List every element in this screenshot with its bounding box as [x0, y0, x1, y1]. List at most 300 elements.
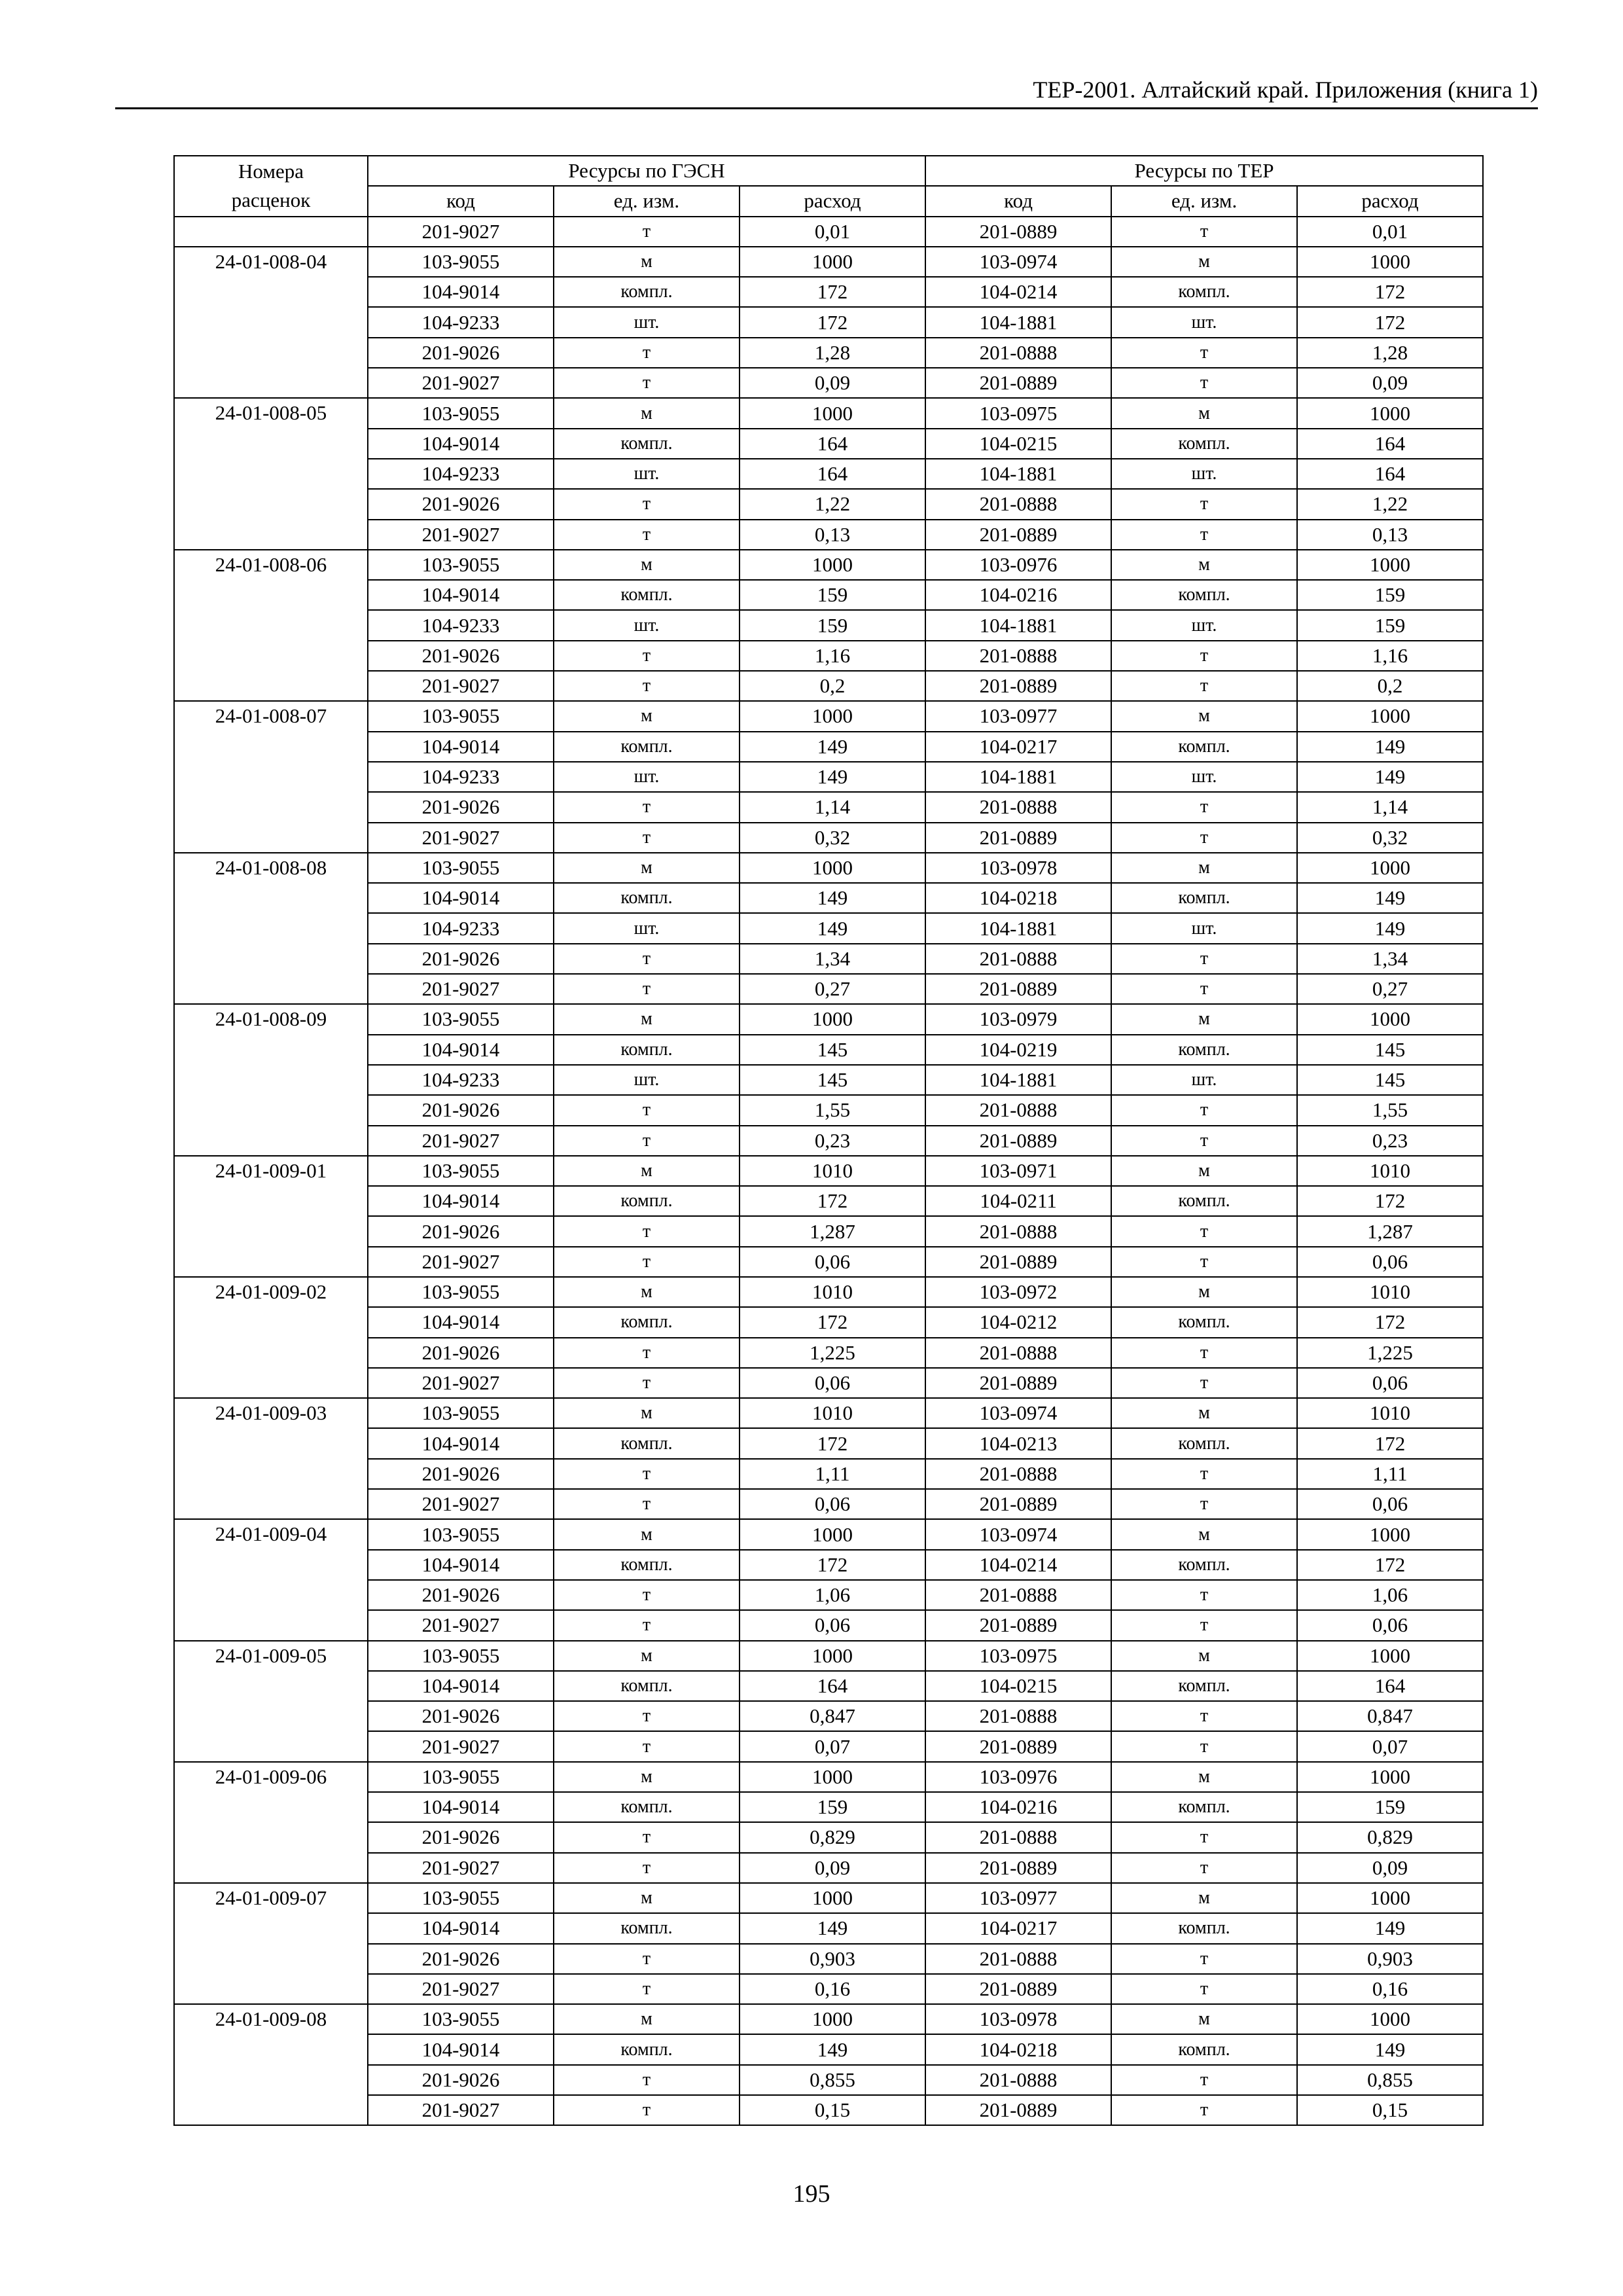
- gesn-amount-cell: 0,07: [740, 1731, 925, 1761]
- table-row: [174, 2004, 1483, 2034]
- ter-code-cell: 201-0889: [925, 823, 1111, 853]
- gesn-unit-cell: компл.: [554, 732, 740, 762]
- rate-number-cell: [174, 580, 368, 610]
- rate-number-cell: [174, 1792, 368, 1822]
- gesn-unit-cell: т: [554, 1944, 740, 1974]
- ter-code-cell: 104-0215: [925, 1671, 1111, 1701]
- table-row: [174, 1126, 1483, 1156]
- rate-number-cell: [174, 1822, 368, 1852]
- rate-number-cell: [174, 2034, 368, 2064]
- gesn-code-cell: 201-9026: [368, 1338, 554, 1368]
- gesn-unit-cell: компл.: [554, 1550, 740, 1580]
- table-row: [174, 459, 1483, 489]
- table-row: [174, 1762, 1483, 1792]
- rate-number-cell: [174, 610, 368, 640]
- gesn-code-cell: 201-9027: [368, 1126, 554, 1156]
- table-row: [174, 1368, 1483, 1398]
- rate-number-cell: [174, 277, 368, 307]
- gesn-code-cell: 104-9233: [368, 762, 554, 792]
- table-row: [174, 1883, 1483, 1913]
- ter-amount-cell: 145: [1297, 1065, 1483, 1095]
- ter-unit-cell: м: [1111, 701, 1297, 731]
- gesn-amount-cell: 0,32: [740, 823, 925, 853]
- table-row: [174, 307, 1483, 337]
- rate-number-cell: [174, 1580, 368, 1610]
- header-ter-unit: ед. изм.: [1111, 186, 1297, 216]
- gesn-unit-cell: компл.: [554, 2034, 740, 2064]
- gesn-amount-cell: 1000: [740, 1883, 925, 1913]
- ter-code-cell: 104-0212: [925, 1307, 1111, 1337]
- table-row: [174, 701, 1483, 731]
- ter-code-cell: 201-0889: [925, 368, 1111, 398]
- gesn-unit-cell: т: [554, 1731, 740, 1761]
- table-row: [174, 1277, 1483, 1307]
- ter-amount-cell: 1,28: [1297, 338, 1483, 368]
- gesn-code-cell: 104-9014: [368, 1307, 554, 1337]
- ter-code-cell: 104-1881: [925, 307, 1111, 337]
- gesn-amount-cell: 1,55: [740, 1095, 925, 1125]
- ter-amount-cell: 1,225: [1297, 1338, 1483, 1368]
- gesn-code-cell: 201-9026: [368, 1095, 554, 1125]
- ter-unit-cell: т: [1111, 1338, 1297, 1368]
- gesn-unit-cell: т: [554, 1822, 740, 1852]
- gesn-amount-cell: 149: [740, 913, 925, 943]
- ter-amount-cell: 145: [1297, 1035, 1483, 1065]
- rate-number-cell: [174, 1216, 368, 1246]
- gesn-unit-cell: т: [554, 489, 740, 519]
- rate-number-cell: [174, 823, 368, 853]
- ter-code-cell: 103-0972: [925, 1277, 1111, 1307]
- ter-unit-cell: т: [1111, 1095, 1297, 1125]
- ter-code-cell: 103-0976: [925, 550, 1111, 580]
- ter-code-cell: 104-1881: [925, 762, 1111, 792]
- rate-number-cell: [174, 1307, 368, 1337]
- header-gesn-amount: расход: [740, 186, 925, 216]
- gesn-amount-cell: 164: [740, 459, 925, 489]
- table-row: [174, 762, 1483, 792]
- gesn-code-cell: 103-9055: [368, 1762, 554, 1792]
- ter-unit-cell: т: [1111, 1247, 1297, 1277]
- ter-unit-cell: т: [1111, 1126, 1297, 1156]
- gesn-amount-cell: 1,14: [740, 792, 925, 822]
- table-row: [174, 1035, 1483, 1065]
- ter-amount-cell: 1000: [1297, 2004, 1483, 2034]
- gesn-amount-cell: 0,15: [740, 2095, 925, 2125]
- ter-amount-cell: 1,287: [1297, 1216, 1483, 1246]
- gesn-unit-cell: компл.: [554, 277, 740, 307]
- ter-unit-cell: т: [1111, 338, 1297, 368]
- gesn-code-cell: 104-9233: [368, 307, 554, 337]
- gesn-amount-cell: 1,287: [740, 1216, 925, 1246]
- gesn-amount-cell: 172: [740, 1186, 925, 1216]
- ter-amount-cell: 0,903: [1297, 1944, 1483, 1974]
- rate-number-cell: [174, 217, 368, 247]
- ter-amount-cell: 172: [1297, 1550, 1483, 1580]
- ter-unit-cell: компл.: [1111, 732, 1297, 762]
- ter-amount-cell: 1000: [1297, 1762, 1483, 1792]
- ter-amount-cell: 1000: [1297, 1883, 1483, 1913]
- gesn-amount-cell: 1,11: [740, 1459, 925, 1489]
- table-row: [174, 883, 1483, 913]
- ter-code-cell: 103-0977: [925, 1883, 1111, 1913]
- rate-number-cell: [174, 520, 368, 550]
- rate-number-cell: [174, 1338, 368, 1368]
- ter-unit-cell: т: [1111, 368, 1297, 398]
- ter-unit-cell: компл.: [1111, 1035, 1297, 1065]
- ter-unit-cell: т: [1111, 823, 1297, 853]
- rate-number-cell: [174, 913, 368, 943]
- ter-code-cell: 103-0977: [925, 701, 1111, 731]
- ter-unit-cell: м: [1111, 1641, 1297, 1671]
- ter-unit-cell: компл.: [1111, 2034, 1297, 2064]
- table-row: [174, 1247, 1483, 1277]
- rate-number-cell: [174, 1126, 368, 1156]
- gesn-code-cell: 104-9014: [368, 1428, 554, 1458]
- gesn-code-cell: 201-9027: [368, 520, 554, 550]
- ter-code-cell: 103-0971: [925, 1156, 1111, 1186]
- ter-unit-cell: т: [1111, 1974, 1297, 2004]
- table-row: [174, 520, 1483, 550]
- gesn-unit-cell: т: [554, 1853, 740, 1883]
- gesn-amount-cell: 1000: [740, 247, 925, 277]
- rate-number-cell: 24-01-009-02: [174, 1277, 368, 1307]
- ter-code-cell: 201-0888: [925, 1701, 1111, 1731]
- rate-number-cell: 24-01-009-03: [174, 1398, 368, 1428]
- gesn-code-cell: 201-9026: [368, 2065, 554, 2095]
- rate-number-cell: [174, 1701, 368, 1731]
- ter-amount-cell: 0,23: [1297, 1126, 1483, 1156]
- gesn-unit-cell: т: [554, 671, 740, 701]
- gesn-unit-cell: м: [554, 1398, 740, 1428]
- ter-amount-cell: 1000: [1297, 398, 1483, 428]
- gesn-unit-cell: т: [554, 1338, 740, 1368]
- table-row: [174, 338, 1483, 368]
- gesn-amount-cell: 149: [740, 732, 925, 762]
- gesn-amount-cell: 0,847: [740, 1701, 925, 1731]
- gesn-code-cell: 201-9026: [368, 1459, 554, 1489]
- gesn-code-cell: 201-9026: [368, 1216, 554, 1246]
- table-row: [174, 1186, 1483, 1216]
- rate-number-cell: [174, 1974, 368, 2004]
- ter-amount-cell: 0,06: [1297, 1610, 1483, 1640]
- ter-code-cell: 201-0888: [925, 1338, 1111, 1368]
- gesn-unit-cell: м: [554, 2004, 740, 2034]
- rate-number-cell: [174, 1459, 368, 1489]
- gesn-unit-cell: м: [554, 1156, 740, 1186]
- ter-amount-cell: 1000: [1297, 853, 1483, 883]
- ter-code-cell: 103-0975: [925, 398, 1111, 428]
- table-row: [174, 580, 1483, 610]
- ter-amount-cell: 164: [1297, 459, 1483, 489]
- table-row: [174, 974, 1483, 1004]
- gesn-amount-cell: 1000: [740, 701, 925, 731]
- gesn-unit-cell: шт.: [554, 459, 740, 489]
- table-row: [174, 2065, 1483, 2095]
- ter-amount-cell: 172: [1297, 307, 1483, 337]
- ter-code-cell: 104-0217: [925, 732, 1111, 762]
- ter-code-cell: 201-0889: [925, 671, 1111, 701]
- table-row: [174, 1550, 1483, 1580]
- table-row: [174, 1671, 1483, 1701]
- ter-unit-cell: компл.: [1111, 1550, 1297, 1580]
- ter-unit-cell: м: [1111, 1156, 1297, 1186]
- gesn-amount-cell: 0,2: [740, 671, 925, 701]
- table-row: [174, 368, 1483, 398]
- gesn-amount-cell: 1000: [740, 550, 925, 580]
- table-row: [174, 1701, 1483, 1731]
- gesn-unit-cell: т: [554, 1368, 740, 1398]
- ter-code-cell: 201-0889: [925, 1853, 1111, 1883]
- gesn-code-cell: 201-9027: [368, 1853, 554, 1883]
- gesn-unit-cell: м: [554, 701, 740, 731]
- gesn-unit-cell: т: [554, 641, 740, 671]
- ter-amount-cell: 0,829: [1297, 1822, 1483, 1852]
- gesn-amount-cell: 0,829: [740, 1822, 925, 1852]
- gesn-code-cell: 104-9014: [368, 429, 554, 459]
- ter-code-cell: 201-0889: [925, 520, 1111, 550]
- gesn-unit-cell: м: [554, 1277, 740, 1307]
- ter-unit-cell: компл.: [1111, 1792, 1297, 1822]
- rate-number-cell: [174, 1853, 368, 1883]
- rate-number-cell: [174, 1368, 368, 1398]
- rate-number-cell: [174, 1035, 368, 1065]
- ter-code-cell: 201-0888: [925, 338, 1111, 368]
- ter-amount-cell: 149: [1297, 2034, 1483, 2064]
- ter-amount-cell: 0,32: [1297, 823, 1483, 853]
- table-body: [174, 217, 1483, 2126]
- gesn-amount-cell: 1010: [740, 1398, 925, 1428]
- gesn-amount-cell: 0,27: [740, 974, 925, 1004]
- gesn-unit-cell: шт.: [554, 610, 740, 640]
- gesn-unit-cell: т: [554, 1610, 740, 1640]
- gesn-code-cell: 104-9014: [368, 2034, 554, 2064]
- gesn-code-cell: 104-9014: [368, 1792, 554, 1822]
- ter-amount-cell: 0,06: [1297, 1368, 1483, 1398]
- gesn-unit-cell: т: [554, 2095, 740, 2125]
- gesn-unit-cell: т: [554, 368, 740, 398]
- gesn-amount-cell: 0,13: [740, 520, 925, 550]
- gesn-code-cell: 201-9027: [368, 2095, 554, 2125]
- gesn-unit-cell: т: [554, 338, 740, 368]
- ter-code-cell: 201-0889: [925, 974, 1111, 1004]
- ter-unit-cell: т: [1111, 1610, 1297, 1640]
- gesn-code-cell: 104-9233: [368, 610, 554, 640]
- gesn-unit-cell: компл.: [554, 429, 740, 459]
- table-row: [174, 489, 1483, 519]
- ter-unit-cell: компл.: [1111, 1913, 1297, 1943]
- table-row: [174, 247, 1483, 277]
- ter-code-cell: 103-0979: [925, 1004, 1111, 1034]
- gesn-code-cell: 201-9027: [368, 368, 554, 398]
- gesn-code-cell: 103-9055: [368, 247, 554, 277]
- ter-amount-cell: 1,34: [1297, 944, 1483, 974]
- gesn-code-cell: 201-9026: [368, 792, 554, 822]
- gesn-code-cell: 201-9027: [368, 1368, 554, 1398]
- ter-code-cell: 201-0888: [925, 2065, 1111, 2095]
- ter-code-cell: 201-0889: [925, 1731, 1111, 1761]
- gesn-amount-cell: 159: [740, 580, 925, 610]
- ter-code-cell: 201-0888: [925, 641, 1111, 671]
- ter-unit-cell: м: [1111, 1398, 1297, 1428]
- gesn-code-cell: 103-9055: [368, 1519, 554, 1549]
- gesn-unit-cell: компл.: [554, 1913, 740, 1943]
- gesn-unit-cell: м: [554, 1004, 740, 1034]
- header-gesn-code: код: [368, 186, 554, 216]
- gesn-amount-cell: 1,16: [740, 641, 925, 671]
- gesn-unit-cell: компл.: [554, 1792, 740, 1822]
- rate-number-cell: 24-01-008-04: [174, 247, 368, 277]
- gesn-code-cell: 201-9026: [368, 1822, 554, 1852]
- header-ter-group: Ресурсы по ТЕР: [925, 156, 1483, 186]
- gesn-amount-cell: 1010: [740, 1277, 925, 1307]
- ter-unit-cell: компл.: [1111, 883, 1297, 913]
- table-row: [174, 1216, 1483, 1246]
- gesn-code-cell: 103-9055: [368, 1277, 554, 1307]
- gesn-unit-cell: шт.: [554, 1065, 740, 1095]
- page-header: [115, 71, 1538, 109]
- ter-code-cell: 201-0889: [925, 2095, 1111, 2125]
- table-row: [174, 429, 1483, 459]
- table-row: [174, 823, 1483, 853]
- ter-unit-cell: т: [1111, 1822, 1297, 1852]
- gesn-code-cell: 104-9014: [368, 732, 554, 762]
- ter-code-cell: 201-0888: [925, 944, 1111, 974]
- ter-amount-cell: 172: [1297, 1307, 1483, 1337]
- ter-code-cell: 201-0888: [925, 1580, 1111, 1610]
- gesn-code-cell: 104-9014: [368, 1550, 554, 1580]
- gesn-code-cell: 104-9233: [368, 913, 554, 943]
- ter-amount-cell: 149: [1297, 883, 1483, 913]
- gesn-amount-cell: 145: [740, 1065, 925, 1095]
- table-row: [174, 550, 1483, 580]
- ter-code-cell: 103-0974: [925, 247, 1111, 277]
- gesn-amount-cell: 1000: [740, 1641, 925, 1671]
- ter-code-cell: 201-0888: [925, 1822, 1111, 1852]
- ter-unit-cell: компл.: [1111, 429, 1297, 459]
- ter-amount-cell: 0,855: [1297, 2065, 1483, 2095]
- table-row: [174, 1580, 1483, 1610]
- rate-number-cell: [174, 338, 368, 368]
- gesn-code-cell: 104-9233: [368, 1065, 554, 1095]
- ter-code-cell: 104-0215: [925, 429, 1111, 459]
- table-row: [174, 732, 1483, 762]
- table-row: [174, 1822, 1483, 1852]
- ter-amount-cell: 0,01: [1297, 217, 1483, 247]
- ter-amount-cell: 1,11: [1297, 1459, 1483, 1489]
- ter-unit-cell: компл.: [1111, 1671, 1297, 1701]
- gesn-amount-cell: 0,06: [740, 1610, 925, 1640]
- ter-unit-cell: т: [1111, 792, 1297, 822]
- gesn-unit-cell: шт.: [554, 762, 740, 792]
- table-row: [174, 1519, 1483, 1549]
- header-ter-amount: расход: [1297, 186, 1483, 216]
- gesn-unit-cell: т: [554, 2065, 740, 2095]
- rate-number-cell: 24-01-009-07: [174, 1883, 368, 1913]
- table-row: [174, 277, 1483, 307]
- ter-amount-cell: 0,847: [1297, 1701, 1483, 1731]
- gesn-amount-cell: 1,28: [740, 338, 925, 368]
- ter-amount-cell: 149: [1297, 1913, 1483, 1943]
- gesn-unit-cell: т: [554, 1489, 740, 1519]
- ter-unit-cell: т: [1111, 1368, 1297, 1398]
- gesn-amount-cell: 149: [740, 2034, 925, 2064]
- gesn-unit-cell: м: [554, 1883, 740, 1913]
- table-row: [174, 671, 1483, 701]
- rate-number-cell: [174, 883, 368, 913]
- ter-unit-cell: компл.: [1111, 1428, 1297, 1458]
- gesn-unit-cell: т: [554, 1701, 740, 1731]
- ter-unit-cell: м: [1111, 550, 1297, 580]
- gesn-unit-cell: м: [554, 550, 740, 580]
- gesn-unit-cell: т: [554, 1974, 740, 2004]
- gesn-code-cell: 103-9055: [368, 701, 554, 731]
- ter-amount-cell: 1000: [1297, 1004, 1483, 1034]
- ter-unit-cell: т: [1111, 1853, 1297, 1883]
- table-row: [174, 1974, 1483, 2004]
- gesn-amount-cell: 0,09: [740, 1853, 925, 1883]
- ter-unit-cell: м: [1111, 247, 1297, 277]
- ter-code-cell: 201-0888: [925, 1216, 1111, 1246]
- table-row: [174, 1944, 1483, 1974]
- gesn-unit-cell: т: [554, 792, 740, 822]
- rate-number-cell: [174, 1671, 368, 1701]
- ter-amount-cell: 164: [1297, 429, 1483, 459]
- table-row: [174, 610, 1483, 640]
- header-title: ТЕР-2001. Алтайский край. Приложения (книга 1): [1033, 77, 1538, 103]
- gesn-unit-cell: м: [554, 1641, 740, 1671]
- rate-number-cell: [174, 1095, 368, 1125]
- rate-number-cell: [174, 1065, 368, 1095]
- rate-number-cell: [174, 1913, 368, 1943]
- gesn-code-cell: 103-9055: [368, 1004, 554, 1034]
- ter-amount-cell: 1010: [1297, 1277, 1483, 1307]
- gesn-amount-cell: 1000: [740, 853, 925, 883]
- ter-amount-cell: 172: [1297, 1428, 1483, 1458]
- rate-number-cell: [174, 459, 368, 489]
- ter-amount-cell: 0,2: [1297, 671, 1483, 701]
- ter-unit-cell: т: [1111, 1459, 1297, 1489]
- ter-unit-cell: т: [1111, 1580, 1297, 1610]
- ter-unit-cell: т: [1111, 1216, 1297, 1246]
- table-row: [174, 1731, 1483, 1761]
- ter-code-cell: 104-0219: [925, 1035, 1111, 1065]
- ter-code-cell: 103-0975: [925, 1641, 1111, 1671]
- table-row: [174, 2095, 1483, 2125]
- ter-amount-cell: 0,27: [1297, 974, 1483, 1004]
- rate-number-cell: 24-01-009-08: [174, 2004, 368, 2034]
- gesn-code-cell: 103-9055: [368, 1641, 554, 1671]
- gesn-amount-cell: 1000: [740, 398, 925, 428]
- table-row: [174, 1065, 1483, 1095]
- gesn-code-cell: 201-9026: [368, 1701, 554, 1731]
- table-row: [174, 853, 1483, 883]
- ter-amount-cell: 164: [1297, 1671, 1483, 1701]
- table-row: [174, 944, 1483, 974]
- gesn-amount-cell: 0,16: [740, 1974, 925, 2004]
- rate-number-cell: [174, 944, 368, 974]
- ter-unit-cell: т: [1111, 217, 1297, 247]
- gesn-code-cell: 201-9027: [368, 671, 554, 701]
- ter-unit-cell: компл.: [1111, 277, 1297, 307]
- ter-code-cell: 104-1881: [925, 610, 1111, 640]
- ter-unit-cell: шт.: [1111, 610, 1297, 640]
- gesn-amount-cell: 149: [740, 1913, 925, 1943]
- gesn-code-cell: 201-9027: [368, 1610, 554, 1640]
- gesn-unit-cell: т: [554, 1095, 740, 1125]
- gesn-unit-cell: т: [554, 217, 740, 247]
- gesn-code-cell: 201-9027: [368, 217, 554, 247]
- ter-unit-cell: м: [1111, 1277, 1297, 1307]
